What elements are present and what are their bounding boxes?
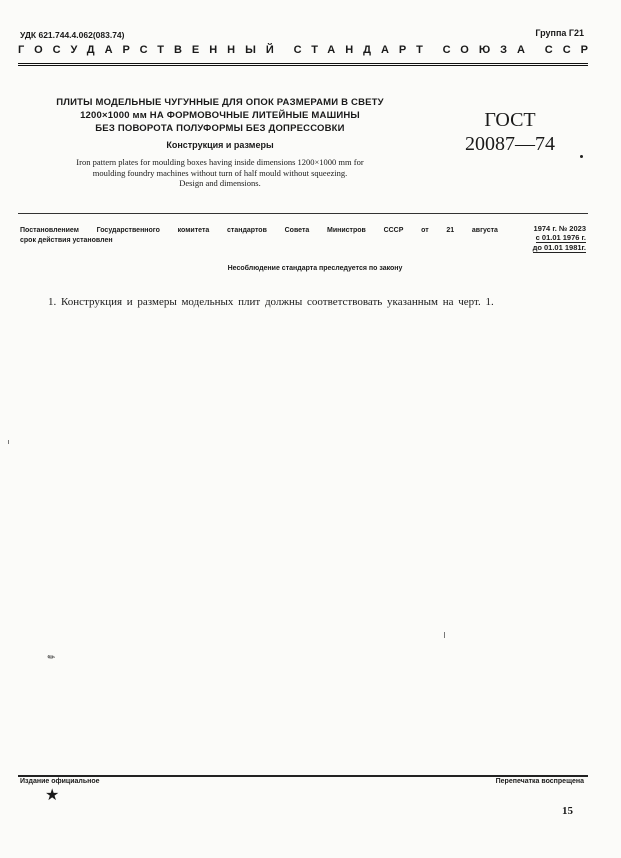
scan-mark bbox=[8, 440, 9, 444]
validity-until: до 01.01 1981г. bbox=[532, 243, 586, 252]
title-line: БЕЗ ПОВОРОТА ПОЛУФОРМЫ БЕЗ ДОПРЕССОВКИ bbox=[95, 123, 345, 134]
english-title bbox=[20, 157, 420, 189]
gost-number: 20087—74 bbox=[465, 133, 555, 155]
gost-designation bbox=[455, 108, 565, 156]
decree-word: августа bbox=[471, 227, 498, 234]
banner-word: ГОСУДАРСТВЕННЫЙ bbox=[18, 44, 284, 56]
english-title-line: Iron pattern plates for moulding boxes having inside dimensions 1200×1000 mm for bbox=[76, 157, 364, 167]
decree-block bbox=[20, 226, 584, 245]
reprint-prohibited-label: Перепечатка воспрещена bbox=[495, 778, 584, 785]
banner-word: ССР bbox=[544, 44, 598, 56]
decree-word: стандартов bbox=[227, 227, 267, 234]
gost-label: ГОСТ bbox=[484, 109, 536, 131]
validity-from: с 01.01 1976 г. bbox=[535, 233, 586, 242]
decree-word: комитета bbox=[177, 227, 210, 234]
decree-word: 21 bbox=[446, 227, 455, 234]
decree-word: Постановлением bbox=[20, 227, 79, 234]
official-edition-label: Издание официальное bbox=[20, 778, 100, 785]
decree-dates bbox=[504, 224, 586, 253]
group-code: Группа Г21 bbox=[535, 28, 584, 38]
document-title bbox=[20, 96, 420, 135]
decree-word: от bbox=[421, 227, 429, 234]
non-compliance-notice: Несоблюдение стандарта преследуется по закону bbox=[227, 265, 403, 272]
standard-banner bbox=[18, 44, 598, 56]
udc-code: УДК 621.744.4.062(083.74) bbox=[20, 30, 125, 40]
decree-word: СССР bbox=[383, 227, 404, 234]
star-icon: ★ bbox=[45, 787, 60, 804]
decree-date: 1974 г. № 2023 bbox=[533, 224, 586, 233]
title-line: 1200×1000 мм НА ФОРМОВОЧНЫЕ ЛИТЕЙНЫЕ МАШИНЫ bbox=[80, 110, 360, 121]
footer-rule bbox=[18, 775, 588, 777]
section-rule bbox=[18, 213, 588, 214]
margin-dot bbox=[580, 155, 583, 158]
decree-line-2: срок действия установлен bbox=[20, 236, 113, 244]
scan-mark: ✎ bbox=[45, 650, 58, 664]
document-subtitle: Конструкция и размеры bbox=[166, 140, 274, 150]
page-number: 15 bbox=[562, 805, 573, 817]
decree-line-1 bbox=[20, 226, 498, 236]
banner-word: СТАНДАРТ bbox=[293, 44, 433, 56]
decree-word: Государственного bbox=[96, 227, 160, 234]
scan-mark bbox=[444, 632, 445, 638]
english-title-line: moulding foundry machines without turn of half mould without squeezing. bbox=[92, 167, 348, 178]
header-rule bbox=[18, 63, 588, 66]
title-line: ПЛИТЫ МОДЕЛЬНЫЕ ЧУГУННЫЕ ДЛЯ ОПОК РАЗМЕРАМИ В СВЕТУ bbox=[56, 97, 384, 108]
decree-word: Совета bbox=[284, 227, 310, 234]
english-title-line: Design and dimensions. bbox=[179, 178, 261, 188]
decree-word: Министров bbox=[327, 227, 366, 234]
banner-word: СОЮЗА bbox=[442, 44, 535, 56]
paragraph-1: 1. Конструкция и размеры модельных плит должны соответствовать указанным на черт. 1. bbox=[48, 296, 494, 308]
